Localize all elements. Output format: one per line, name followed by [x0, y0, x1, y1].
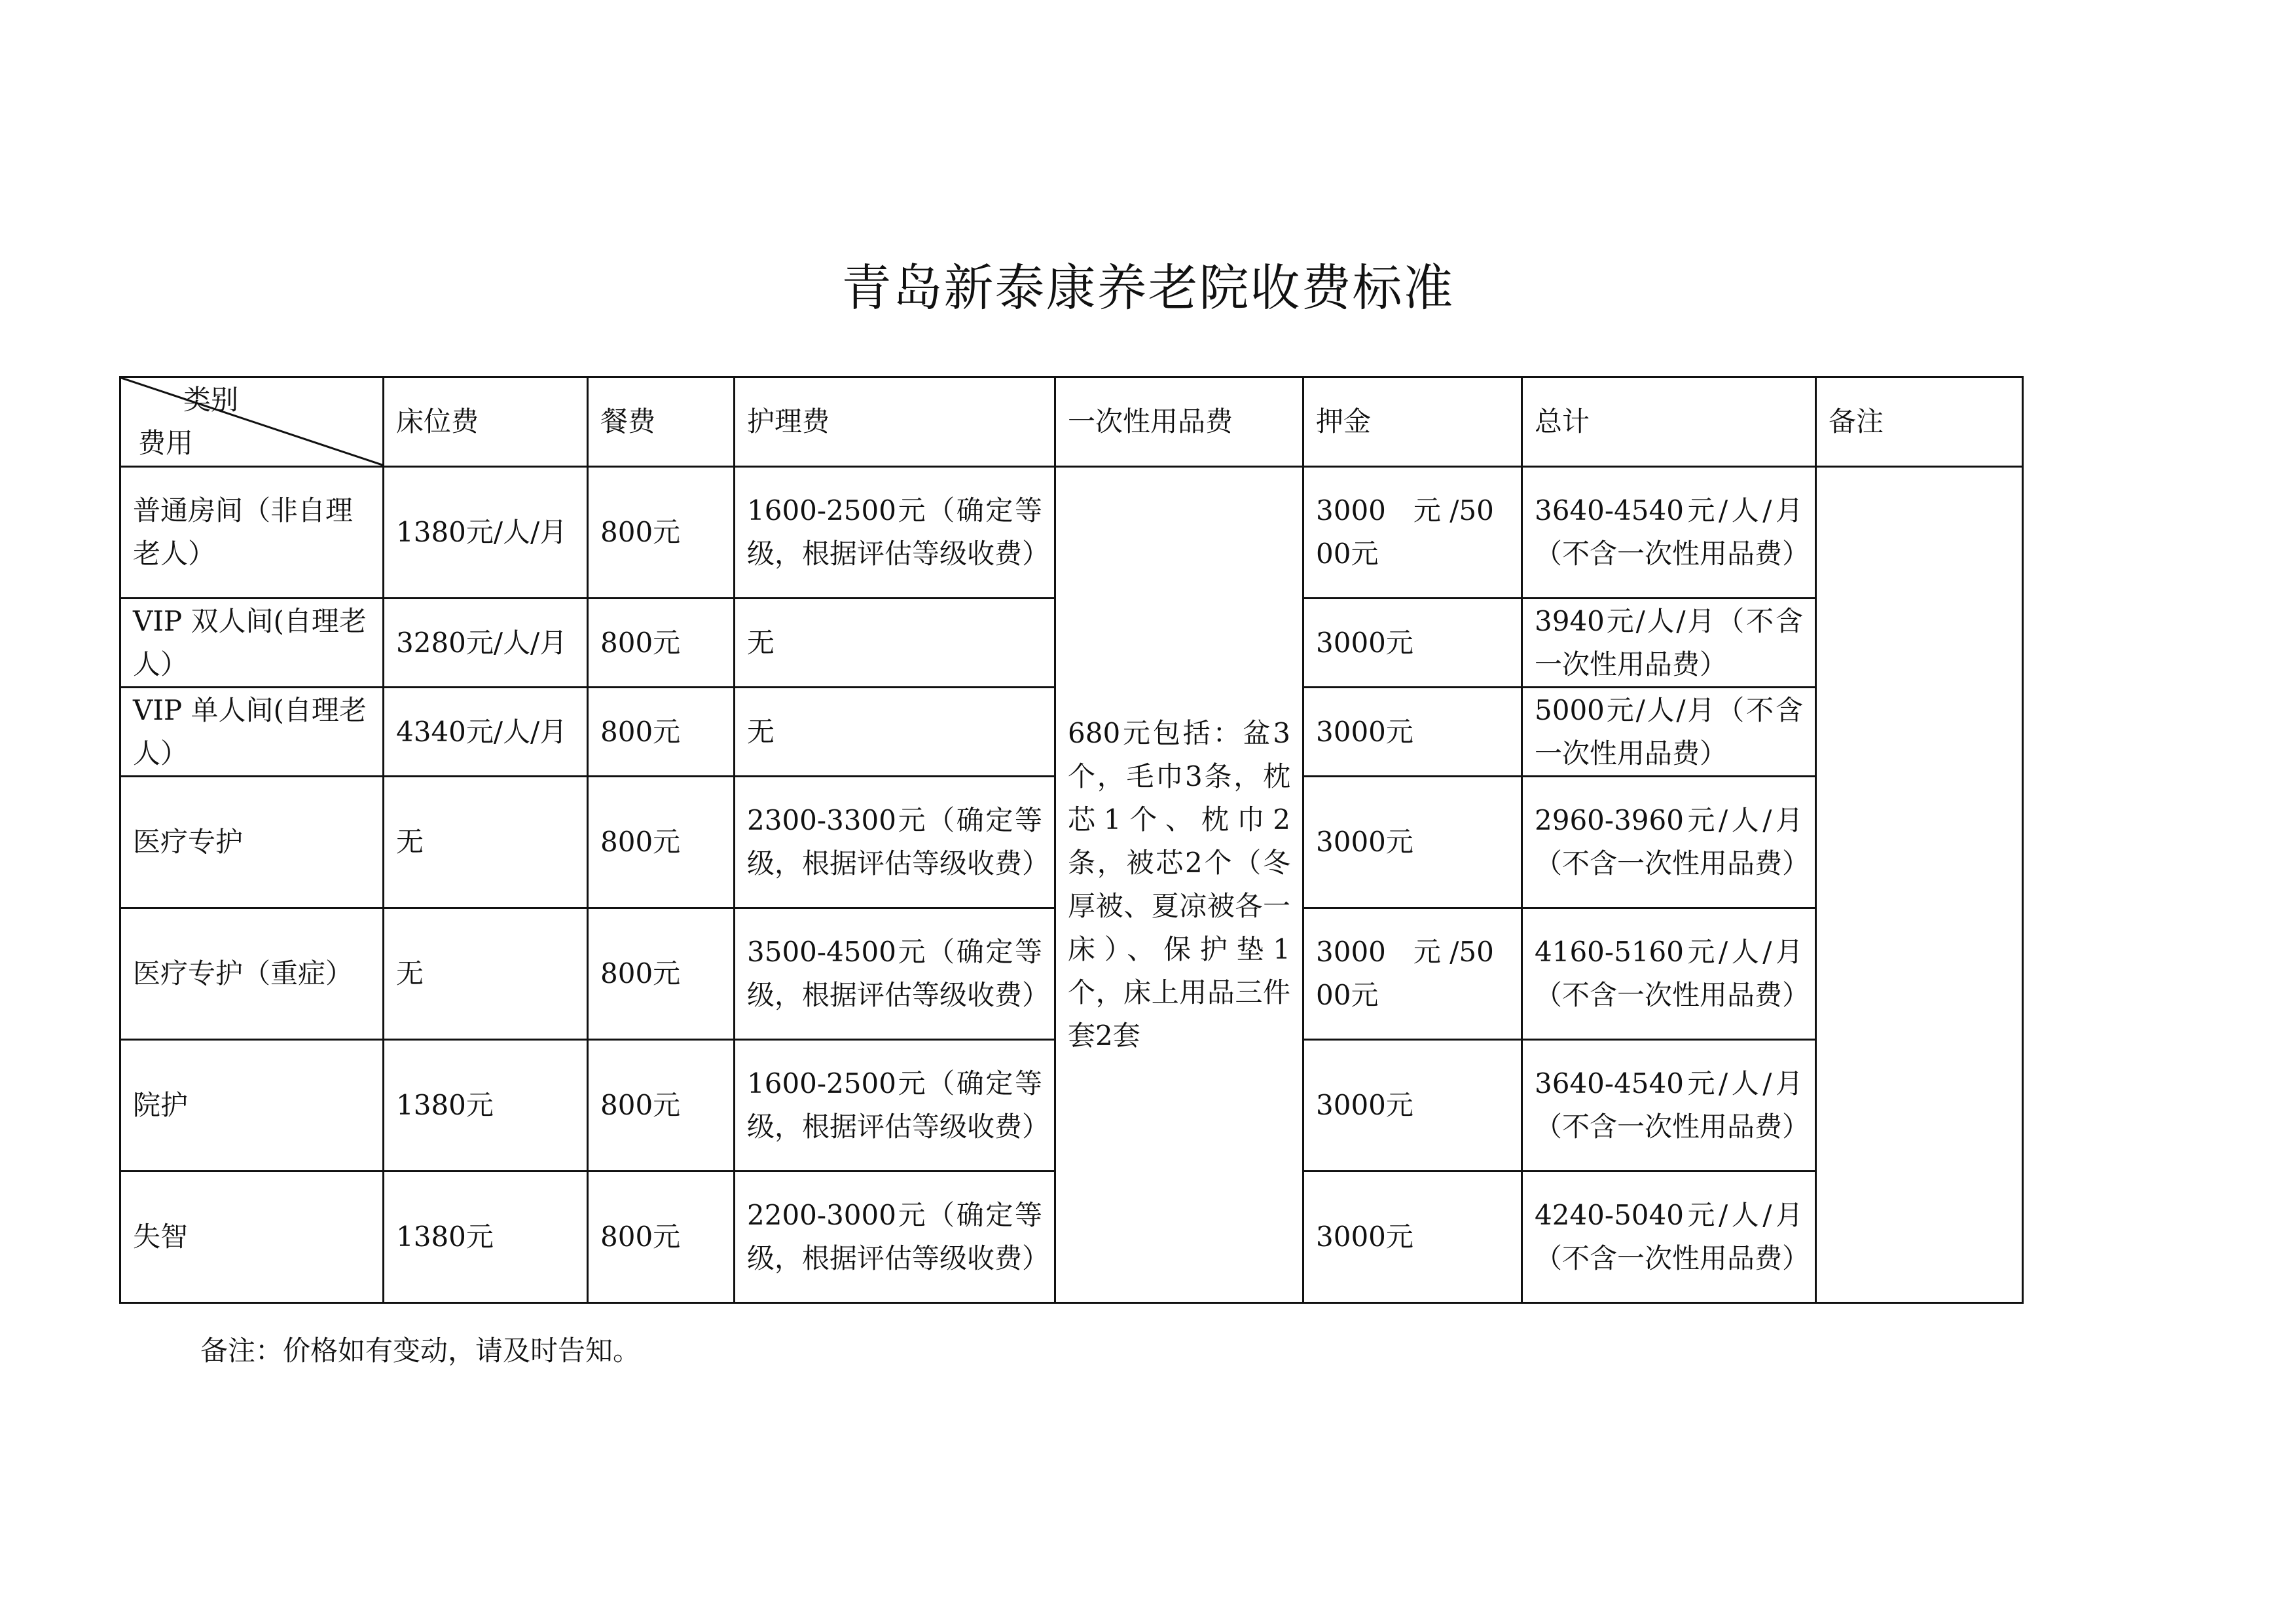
deposit-cell: 3000元 — [1303, 777, 1522, 908]
care-fee-cell: 1600-2500元（确定等级，根据评估等级收费） — [735, 1040, 1055, 1172]
total-cell: 3940元/人/月（不含一次性用品费） — [1522, 599, 1816, 688]
meal-fee-cell: 800元 — [588, 599, 735, 688]
one-time-fee-header: 一次性用品费 — [1055, 377, 1303, 467]
one-time-fee-cell: 680元包括：盆3个，毛巾3条，枕芯1个、枕巾2条，被芯2个（冬厚被、夏凉被各一床）、保护垫1个，床上用品三件套2套 — [1055, 467, 1303, 1303]
category-cell: 失智 — [120, 1172, 384, 1303]
meal-fee-cell: 800元 — [588, 1172, 735, 1303]
bed-fee-cell: 4340元/人/月 — [384, 688, 588, 777]
care-fee-cell: 2200-3000元（确定等级，根据评估等级收费） — [735, 1172, 1055, 1303]
meal-fee-cell: 800元 — [588, 688, 735, 777]
total-cell: 5000元/人/月（不含一次性用品费） — [1522, 688, 1816, 777]
meal-fee-cell: 800元 — [588, 1040, 735, 1172]
care-fee-cell: 无 — [735, 599, 1055, 688]
fee-header-label: 费用 — [138, 427, 194, 459]
bed-fee-header: 床位费 — [384, 377, 588, 467]
category-cell: 普通房间（非自理老人） — [120, 467, 384, 599]
total-cell: 4240-5040元/人/月（不含一次性用品费） — [1522, 1172, 1816, 1303]
category-cell: VIP 双人间(自理老人） — [120, 599, 384, 688]
total-cell: 3640-4540元/人/月（不含一次性用品费） — [1522, 1040, 1816, 1172]
bed-fee-cell: 1380元 — [384, 1172, 588, 1303]
deposit-cell: 3000元 — [1303, 688, 1522, 777]
total-cell: 2960-3960元/人/月（不含一次性用品费） — [1522, 777, 1816, 908]
total-cell: 3640-4540元/人/月（不含一次性用品费） — [1522, 467, 1816, 599]
meal-fee-header: 餐费 — [588, 377, 735, 467]
care-fee-cell: 3500-4500元（确定等级，根据评估等级收费） — [735, 908, 1055, 1040]
meal-fee-cell: 800元 — [588, 908, 735, 1040]
care-fee-cell: 1600-2500元（确定等级，根据评估等级收费） — [735, 467, 1055, 599]
deposit-header: 押金 — [1303, 377, 1522, 467]
bed-fee-cell: 1380元 — [384, 1040, 588, 1172]
corner-header-cell — [120, 377, 384, 467]
category-header-label: 类别 — [183, 384, 238, 416]
table-row — [120, 467, 2023, 599]
note-header: 备注 — [1816, 377, 2023, 467]
page-title: 青岛新泰康养老院收费标准 — [841, 259, 1455, 317]
care-fee-cell: 无 — [735, 688, 1055, 777]
category-cell: 医疗专护 — [120, 777, 384, 908]
meal-fee-cell: 800元 — [588, 777, 735, 908]
care-fee-header: 护理费 — [735, 377, 1055, 467]
bed-fee-cell: 3280元/人/月 — [384, 599, 588, 688]
deposit-cell: 3000元 — [1303, 599, 1522, 688]
category-cell: 院护 — [120, 1040, 384, 1172]
bed-fee-cell: 无 — [384, 908, 588, 1040]
meal-fee-cell: 800元 — [588, 467, 735, 599]
deposit-cell: 3000元 — [1303, 1172, 1522, 1303]
total-header: 总计 — [1522, 377, 1816, 467]
total-cell: 4160-5160元/人/月（不含一次性用品费） — [1522, 908, 1816, 1040]
table-header-row — [120, 377, 2023, 467]
deposit-cell: 3000元 — [1303, 1040, 1522, 1172]
care-fee-cell: 2300-3300元（确定等级，根据评估等级收费） — [735, 777, 1055, 908]
category-cell: VIP 单人间(自理老人） — [120, 688, 384, 777]
category-cell: 医疗专护（重症） — [120, 908, 384, 1040]
fee-table — [119, 376, 2024, 1304]
deposit-cell: 3000 元 /5000元 — [1303, 467, 1522, 599]
bed-fee-cell: 无 — [384, 777, 588, 908]
footnote: 备注：价格如有变动，请及时告知。 — [200, 1335, 641, 1367]
bed-fee-cell: 1380元/人/月 — [384, 467, 588, 599]
deposit-cell: 3000 元 /5000元 — [1303, 908, 1522, 1040]
note-cell — [1816, 467, 2023, 1303]
